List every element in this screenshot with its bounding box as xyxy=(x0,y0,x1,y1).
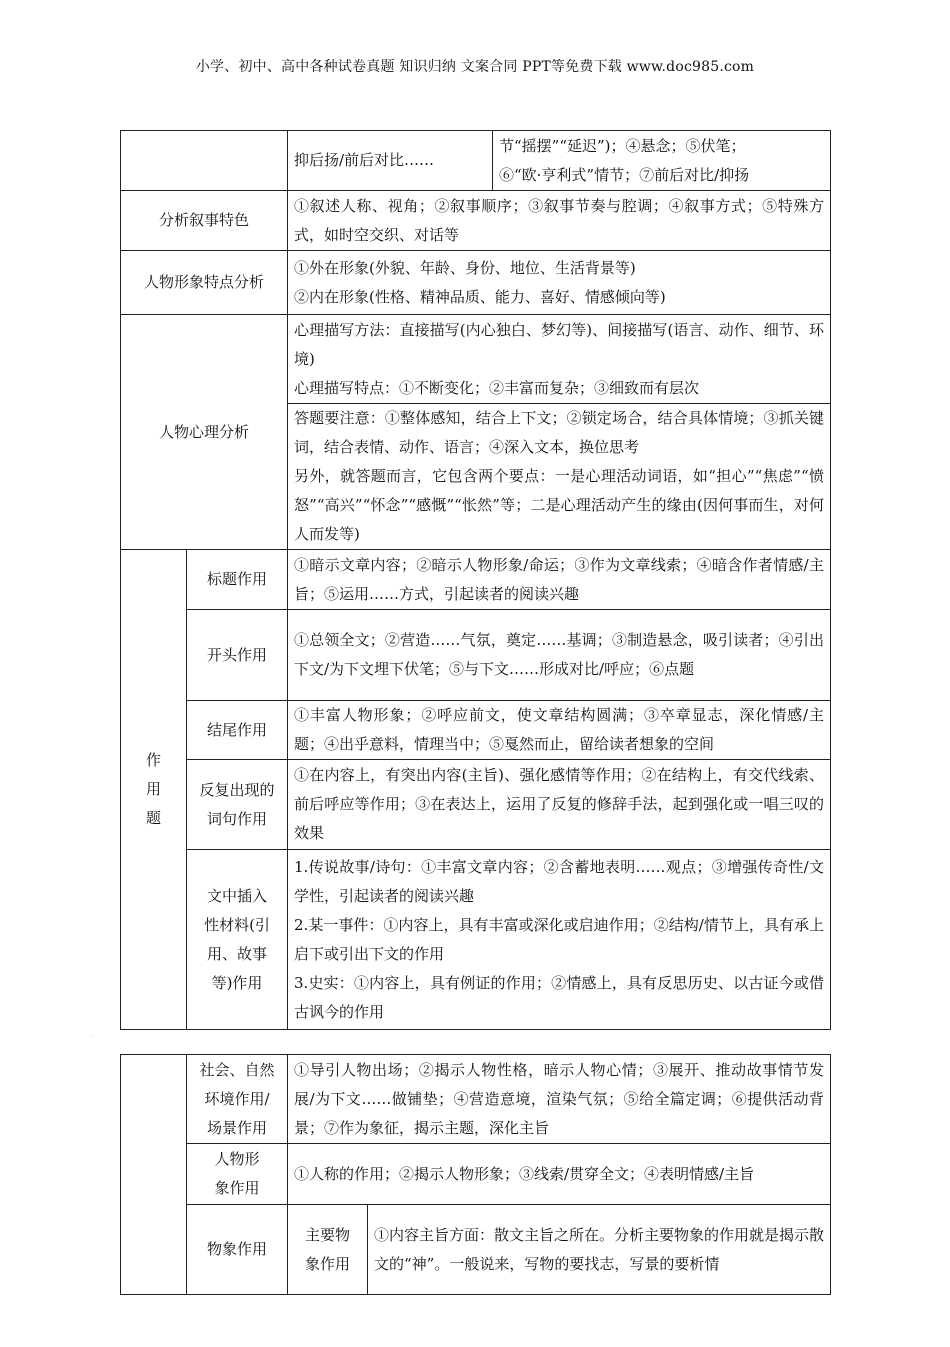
row-content: 1.传说故事/诗句：①丰富文章内容；②含蓄地表明……观点；③增强传奇性/文学性，引起读者的阅读兴趣 2.某一事件：①内容上，具有丰富或深化或启迪作用；②结构/情节上，具有承上启下或引出下文的作用 3.史实：①内容上，具有例证的作用；②情感上，具有反思历史、以古证今或借古讽今的作用 xyxy=(288,850,831,1030)
table-row xyxy=(121,610,831,701)
table-row xyxy=(121,850,831,1030)
row-label: 人物心理分析 xyxy=(121,315,288,550)
row-label: 分析叙事特色 xyxy=(121,191,288,251)
row-label: 开头作用 xyxy=(187,610,288,701)
row-content: 答题要注意：①整体感知，结合上下文；②锁定场合，结合具体情境；③抓关键词，结合表情、动作、语言；④深入文本，换位思考 另外，就答题而言，它包含两个要点：一是心理活动词语，如“担心”“焦虑”“愤怒”“高兴”“怀念”“感慨”“怅然”等；二是心理活动产生的缘由(因何事而生，对何人而发等) xyxy=(288,404,831,550)
stray-dot: . xyxy=(90,1032,92,1039)
row-label: 人物形象特点分析 xyxy=(121,251,288,315)
table-row xyxy=(121,251,831,315)
empty-label-cell xyxy=(121,131,288,191)
row-label: 反复出现的 词句作用 xyxy=(187,760,288,850)
table-row xyxy=(121,701,831,760)
table-row xyxy=(121,315,831,404)
row-label: 标题作用 xyxy=(187,550,288,610)
row-content: 心理描写方法：直接描写(内心独白、梦幻等)、间接描写(语言、动作、细节、环境) 心理描写特点：①不断变化；②丰富而复杂；③细致而有层次 xyxy=(288,315,831,404)
row-content: ①内容主旨方面：散文主旨之所在。分析主要物象的作用就是揭示散文的“神”。一般说来，写物的要找志，写景的要析情 xyxy=(368,1205,831,1295)
table-row xyxy=(121,1055,831,1144)
table-row xyxy=(121,760,831,850)
continued-middle-cell: 抑后扬/前后对比…… xyxy=(288,131,493,191)
table-row xyxy=(121,1205,831,1295)
row-content: ①导引人物出场；②揭示人物性格，暗示人物心情；③展开、推动故事情节发展/为下文……做铺垫；④营造意境，渲染气氛；⑤给全篇定调；⑥提供活动背景；⑦作为象征，揭示主题，深化主旨 xyxy=(288,1055,831,1144)
row-content: ①外在形象(外貌、年龄、身份、地位、生活背景等) ②内在形象(性格、精神品质、能力、喜好、情感倾向等) xyxy=(288,251,831,315)
reading-answer-table xyxy=(120,130,831,1030)
row-content: ①总领全文；②营造……气氛，奠定……基调；③制造悬念，吸引读者；④引出下文/为下文埋下伏笔；⑤与下文……形成对比/呼应；⑥点题 xyxy=(288,610,831,701)
row-label: 人物形 象作用 xyxy=(187,1144,288,1205)
row-label: 结尾作用 xyxy=(187,701,288,760)
sub-label: 主要物 象作用 xyxy=(288,1205,368,1295)
row-label: 物象作用 xyxy=(187,1205,288,1295)
table-row xyxy=(121,550,831,610)
row-content: ①在内容上，有突出内容(主旨)、强化感情等作用；②在结构上，有交代线索、前后呼应等作用；③在表达上，运用了反复的修辞手法，起到强化或一唱三叹的效果 xyxy=(288,760,831,850)
table-row xyxy=(121,191,831,251)
group-label-function: 作 用 题 xyxy=(121,550,187,1030)
row-content: ①丰富人物形象；②呼应前文，使文章结构圆满；③卒章显志，深化情感/主题；④出乎意料，情理当中；⑤戛然而止，留给读者想象的空间 xyxy=(288,701,831,760)
empty-group-cell xyxy=(121,1055,187,1295)
row-content: ①叙述人称、视角；②叙事顺序；③叙事节奏与腔调；④叙事方式；⑤特殊方式，如时空交织、对话等 xyxy=(288,191,831,251)
table-row xyxy=(121,1144,831,1205)
row-label: 文中插入 性材料(引 用、故事 等)作用 xyxy=(187,850,288,1030)
page-header: 小学、初中、高中各种试卷真题 知识归纳 文案合同 PPT等免费下载 www.doc985.com xyxy=(195,59,755,75)
row-content: ①暗示文章内容；②暗示人物形象/命运；③作为文章线索；④暗含作者情感/主旨；⑤运用……方式，引起读者的阅读兴趣 xyxy=(288,550,831,610)
row-content: ①人称的作用；②揭示人物形象；③线索/贯穿全文；④表明情感/主旨 xyxy=(288,1144,831,1205)
row-label: 社会、自然 环境作用/ 场景作用 xyxy=(187,1055,288,1144)
continued-right-cell: 节“摇摆”“延迟”)；④悬念；⑤伏笔； ⑥“欧·亨利式”情节；⑦前后对比/抑扬 xyxy=(493,131,831,191)
reading-answer-table-continued xyxy=(120,1054,831,1295)
table-row xyxy=(121,131,831,191)
